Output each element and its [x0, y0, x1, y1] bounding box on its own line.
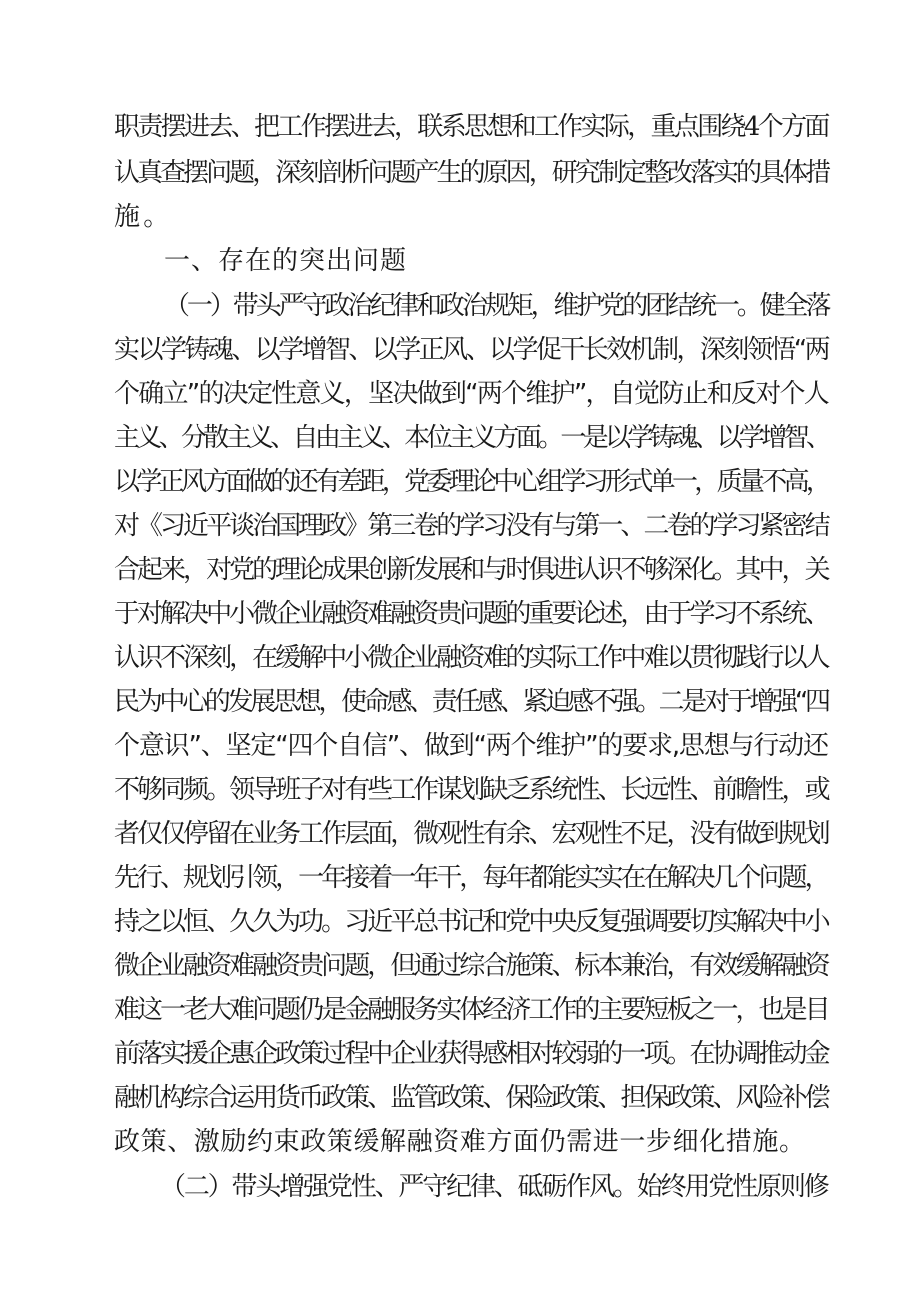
intro-line-1: 职责摆进去、把工作摆进去，联系思想和工作实际，重点围绕4个方面	[114, 112, 828, 142]
section1-line-16: 微企业融资难融资贵问题，但通过综合施策、标本兼治，有效缓解融资	[114, 951, 828, 981]
section1-line-4: 主义、分散主义、自由主义、本位主义方面。一是以学铸魂、以学增智、	[114, 423, 829, 453]
section1-line-17: 难这一老大难问题仍是金融服务实体经济工作的主要短板之一，也是目	[114, 995, 828, 1025]
section1-line-6: 对《习近平谈治国理政》第三卷的学习没有与第一、二卷的学习紧密结	[114, 511, 828, 541]
section1-line-2: 实以学铸魂、以学增智、以学正风、以学促干长效机制，深刻领悟“两	[114, 335, 829, 365]
intro-line-3: 施。	[114, 202, 173, 232]
section1-line-14: 先行、规划引领，一年接着一年干，每年都能实实在在解决几个问题，	[114, 863, 828, 893]
section1-line-8: 于对解决中小微企业融资难融资贵问题的重要论述，由于学习不系统、	[114, 599, 828, 629]
section1-line-13: 者仅仅停留在业务工作层面，微观性有余、宏观性不足，没有做到规划	[114, 819, 828, 849]
section1-line-7: 合起来，对党的理论成果创新发展和与时俱进认识不够深化。其中，关	[114, 555, 828, 585]
section1-line-20: 政策、激励约束政策缓解融资难方面仍需进一步细化措施。	[114, 1127, 806, 1157]
intro-line-2: 认真查摆问题，深刻剖析问题产生的原因，研究制定整改落实的具体措	[114, 158, 829, 188]
section1-line-19: 融机构综合运用货币政策、监管政策、保险政策、担保政策、风险补偿	[114, 1083, 828, 1113]
section1-line-11: 个意识”、坚定“四个自信”、做到“两个维护”的要求,思想与行动还	[114, 731, 828, 761]
section1-line-10: 民为中心的发展思想，使命感、责任感、紧迫感不强。二是对于增强“四	[114, 687, 828, 717]
section-heading: 一、存在的突出问题	[164, 246, 408, 276]
section2-line-1: （二）带头增强党性、严守纪律、砥砺作风。始终用党性原则修	[160, 1172, 828, 1202]
section1-line-3: 个确立”的决定性意义，坚决做到“两个维护”，自觉防止和反对个人	[114, 379, 829, 409]
section1-line-9: 认识不深刻，在缓解中小微企业融资难的实际工作中难以贯彻践行以人	[114, 643, 828, 673]
section1-line-5: 以学正风方面做的还有差距，党委理论中心组学习形式单一，质量不高，	[114, 467, 829, 497]
section1-line-15: 持之以恒、久久为功。习近平总书记和党中央反复强调要切实解决中小	[114, 907, 828, 937]
section1-line-12: 不够同频。领导班子对有些工作谋划缺乏系统性、长远性、前瞻性，或	[114, 775, 828, 805]
section1-line-18: 前落实援企惠企政策过程中企业获得感相对较弱的一项。在协调推动金	[114, 1039, 828, 1069]
section1-line-1: （一）带头严守政治纪律和政治规矩，维护党的团结统一。健全落	[164, 291, 829, 321]
